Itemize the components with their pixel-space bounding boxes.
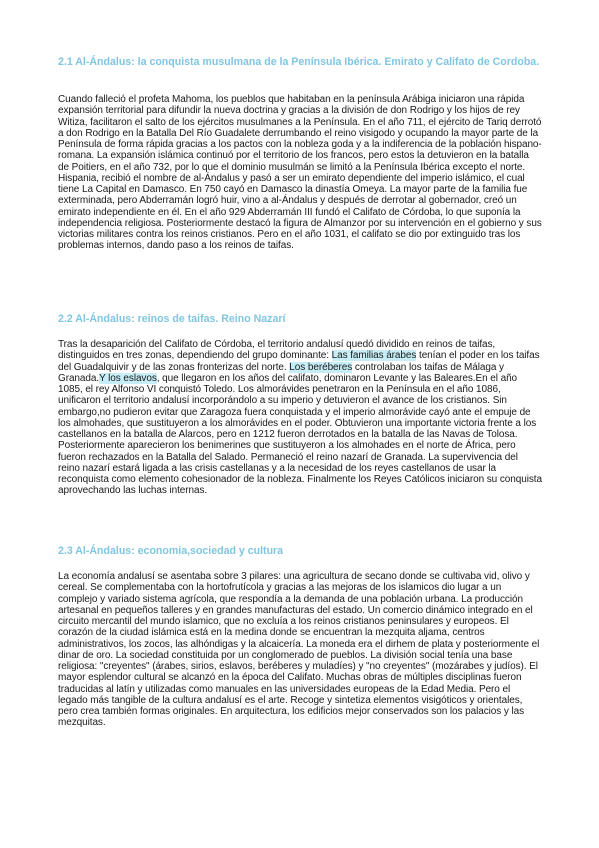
section-1-body: Cuando falleció el profeta Mahoma, los pueblos que habitaban en la península Arábiga iniciaron una rápida expansión territorial para difundir la nueva doctrina y gracias a la división de don Rodrigo y los hijos de rey Witiza, facilitaron el salto de los ejércitos musulmanes a la Península. En el año 711, el ejército de Tariq derrotó a don Rodrigo en la Batalla Del Río Guadalete derrumbando el reino visigodo y ocupando la mayor parte de la Península de forma rápida gracias a los pactos con la nobleza goda y a la indiferencia de la población hispano-romana. La expansión islámica continuó por el territorio de los francos, pero estos la detuvieron en la batalla de Poitiers, en el año 732, por lo que el dominio musulmán se limitó a la Península Ibérica excepto el norte. Hispania, recibió el nombre de al-Ándalus y pasó a ser un emirato dependiente del imperio islámico, el cual tiene La Capital en Damasco. En 750 cayó en Damasco la dinastía Omeya. La mayor parte de la familia fue exterminada, pero Abderramán logró huir, vino a al-Ándalus y después de derrotar al gobernador, creó un emirato independiente en él. En el año 929 Abderramán III fundó el Califato de Córdoba, lo que suponía la independencia religiosa. Posteriormente destacó la figura de Almanzor por su intervención en el gobierno y sus victorias militares contra los reinos cristianos. Pero en el año 1031, el califato se dio por extinguido tras los problemas internos, dando paso a los reinos de taifas. — [58, 94, 542, 252]
highlight-eslavos: Y los eslavos — [99, 372, 157, 384]
highlight-arabes: Las familias árabes — [331, 350, 417, 362]
section-2-title: 2.2 Al-Ándalus: reinos de taifas. Reino Nazarí — [58, 313, 286, 325]
section-2-text-c: controlaban los taifas de Málaga y Granada. — [58, 361, 504, 384]
section-2-body — [58, 339, 542, 497]
section-3-title: 2.3 Al-Ándalus: economía,sociedad y cultura — [58, 545, 284, 557]
highlight-bereberes: Los beréberes — [289, 361, 353, 373]
section-2-text-b: tenían el poder en los taifas del Guadalquivir y de las zonas fronterizas del norte. — [58, 350, 540, 373]
section-1-title: 2.1 Al-Ándalus: la conquista musulmana de la Península Ibérica. Emirato y Califato de Cordoba. — [58, 56, 540, 68]
section-3-body: La economía andalusí se asentaba sobre 3 pilares: una agricultura de secano donde se cultivaba vid, olivo y cereal. Se complementaba con la hortofrutícola y gracias a las mejoras de los islamicos dio lugar a un complejo y variado sistema agrícola, que respondía a la demanda de una población urbana. La producción artesanal en pequeños talleres y en grandes manufacturas del estado. Un comercio dinámico integrado en el circuito mercantil del mundo islamico, que no excluía a los reinos cristianos peninsulares y europeos. El corazón de la ciudad islámica está en la medina donde se encuentran la mezquita aljama, centros administrativos, los zocos, las alhóndigas y la alcaicería. La moneda era el dirhem de plata y posteriormente el dinar de oro. La sociedad constituida por un conglomerado de pueblos. La división social tenía una base religiosa: "creyentes" (árabes, sirios, eslavos, beréberes y muladíes) y "no creyentes" (mozárabes y judíos). El mayor esplendor cultural se alcanzó en la época del Califato. Muchas obras de múltiples disciplinas fueron traducidas al latín y utilizadas como manuales en las universidades europeas de la Edad Media. Pero el legado más tangible de la cultura andalusí es el arte. Recoge y sintetiza elementos visigóticos y orientales, pero crea también formas originales. En arquitectura, los edificios mejor conservados son los palacios y las mezquitas. — [58, 571, 540, 729]
section-2-text-d: , que llegaron en los años del califato, dominaron Levante y las Baleares.En el año 1085, el rey Alfonso VI conquistó Toledo. Los almorávides penetraron en la Península en el año 1086, unificaron el territorio andalusí incorporándolo a su imperio y detuvieron el avance de los cristianos. Sin embargo,no pudieron evitar que Zaragoza fuera conquistada y el imperio almorávide cayó ante el empuje de los almohades, que sustituyeron a los almorávides en el poder. Obtuvieron una importante victoria frente a los castellanos en la batalla de Alarcos, pero en 1212 fueron derrotados en la batalla de las Navas de Tolosa. Posteriormente aparecieron los benimerines que sustituyeron a los almohades en el norte de África, pero fueron rechazados en la Batalla del Salado. Permaneció el reino nazarí de Granada. La supervivencia del reino nazarí estará ligada a las crisis castellanas y a la necesidad de los reyes castellanos de usar la reconquista como elemento cohesionador de la nobleza. Finalmente los Reyes Católicos iniciaron su conquista aprovechando las luchas internas. — [58, 372, 542, 497]
section-2-text-a: Tras la desaparición del Califato de Córdoba, el territorio andalusí quedó dividido en reinos de taifas, distinguidos en tres zonas, dependiendo del grupo dominante: — [58, 339, 496, 362]
